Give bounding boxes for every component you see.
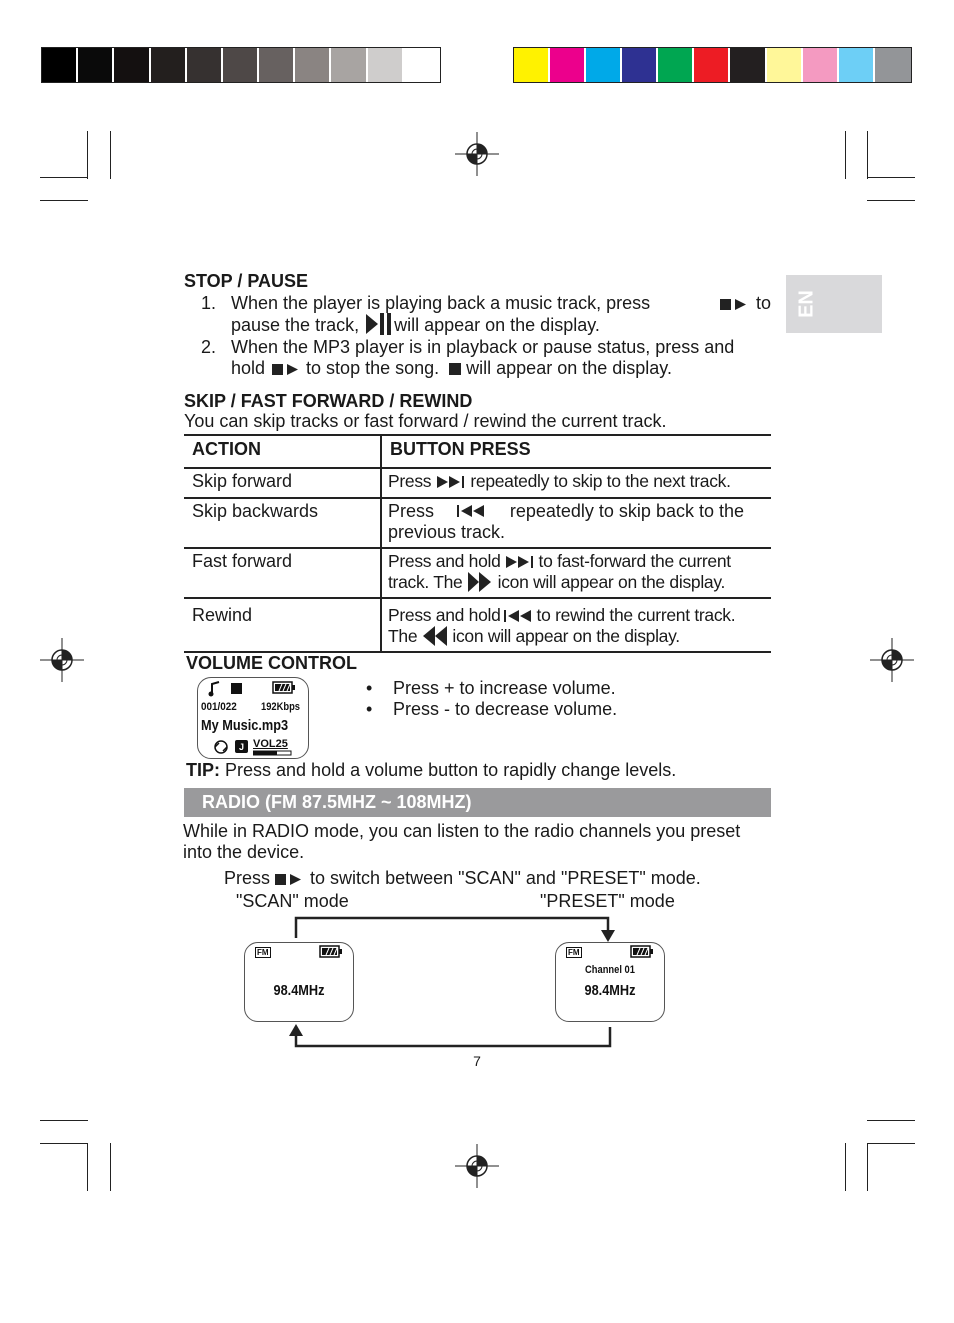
color-swatch [875,48,911,82]
skip-intro: You can skip tracks or fast forward / rewind the current track. [184,411,667,431]
button-press-cell [381,548,771,598]
equalizer-mode-icon [234,739,249,754]
registration-mark-icon [40,638,84,682]
table-row [184,468,771,498]
preset-mode-label: "PRESET" mode [540,891,675,911]
volume-tip [186,760,676,781]
crop-mark [40,177,88,178]
color-swatch [368,48,404,82]
button-press-cell [381,468,771,498]
stop-pause-item-1-text-a: When the player is playing back a music track, press [231,293,651,313]
radio-intro-line-1: While in RADIO mode, you can listen to the radio channels you preset [183,821,741,841]
play-pause-button-ref [714,293,771,314]
rewind-icon [422,625,448,647]
lcd-bitrate: 192Kbps [261,701,300,713]
volume-bullet-2 [366,699,617,720]
registration-mark-icon [455,1144,499,1188]
stop-icon [231,683,243,695]
action-cell: Fast forward [184,548,381,598]
color-swatch [839,48,875,82]
action-cell: Skip forward [184,468,381,498]
play-pause-icon [272,362,302,376]
preset-mode-lcd-display [555,942,665,1022]
volume-level-bar [253,750,293,756]
radio-banner-title: RADIO (FM 87.5MHZ ~ 108MHZ) [202,792,472,812]
table-header-row [184,435,771,468]
button-press-text-c: The [388,626,418,646]
fm-band-icon: FM [568,948,580,957]
language-tab [786,275,882,333]
button-press-text-b: to rewind the current track. [536,605,736,625]
button-press-text-a: Press and hold [388,551,501,571]
radio-press-instruction [224,868,701,889]
color-swatch [730,48,766,82]
color-swatch [622,48,658,82]
crop-mark [867,1120,915,1121]
button-press-text-c: previous track. [388,522,506,542]
radio-press-text-b: to switch between "SCAN" and "PRESET" mode. [310,868,701,888]
button-press-text-d: icon will appear on the display. [452,626,680,646]
lcd-volume-label: VOL25 [253,738,288,750]
stop-pause-item-1-text-c: pause the track, [231,315,360,335]
volume-bullet-1-text: Press + to increase volume. [393,678,616,698]
stop-pause-item-2-line2 [231,358,672,379]
button-press-text-b: repeatedly to skip back to the [509,501,744,521]
radio-intro-line-2: into the device. [183,842,305,862]
play-pause-icon [720,297,750,311]
language-tab-label: EN [795,290,818,318]
color-swatch [550,48,586,82]
action-cell: Skip backwards [184,498,381,548]
stop-icon [448,362,462,376]
color-swatch [803,48,839,82]
crop-mark [845,131,846,179]
radio-press-text-a: Press [224,868,271,888]
button-press-text-d: icon will appear on the display. [497,572,726,592]
stop-pause-item-1-line1 [231,293,771,314]
color-swatch [151,48,187,82]
color-calibration-bar [513,47,912,83]
color-swatch [586,48,622,82]
stop-pause-item-2-text-a: hold [231,358,266,378]
stop-pause-item-2-text-c: will appear on the display. [466,358,672,378]
crop-mark [845,1143,846,1191]
crop-mark [40,1120,88,1121]
bullet-marker: • [366,678,373,698]
crop-mark [867,131,868,179]
fast-forward-icon [467,571,493,593]
volume-bullet-1 [366,678,616,699]
crop-mark [40,200,88,201]
color-swatch [78,48,114,82]
button-press-cell [381,598,771,652]
svg-text:J: J [238,742,245,752]
battery-icon [272,681,296,695]
lcd-track-number: 001/022 [201,701,237,713]
skip-table [184,434,771,653]
color-swatch [404,48,440,82]
radio-section-banner [184,788,771,817]
crop-mark [40,1143,88,1144]
stop-pause-item-1-text-b: to [755,293,771,313]
button-press-line [388,572,763,593]
battery-icon [319,945,343,959]
crop-mark [867,1143,868,1191]
button-press-text-a: Press [388,501,435,521]
play-pause-icon [275,872,305,886]
color-swatch [187,48,223,82]
button-press-line [388,501,744,522]
stop-pause-item-1-line2 [231,315,600,336]
crop-mark [867,200,915,201]
crop-mark [867,1143,915,1144]
table-row [184,498,771,548]
stop-pause-item-2-number: 2. [201,337,217,357]
color-swatch [114,48,150,82]
column-header-button-press: BUTTON PRESS [381,435,771,468]
color-swatch [658,48,694,82]
scan-frequency: 98.4MHz [273,982,325,999]
fm-band-icon: FM [257,948,269,957]
table-row [184,548,771,598]
column-header-action: ACTION [184,435,381,468]
button-press-line [388,605,763,626]
stop-pause-item-2-text-b: to stop the song. [306,358,440,378]
color-swatch [295,48,331,82]
button-press-text-b: repeatedly to skip to the next track. [470,471,731,491]
bullet-marker: • [366,699,373,719]
skip-heading: SKIP / FAST FORWARD / REWIND [184,391,473,411]
skip-back-icon [502,609,536,623]
table-row [184,598,771,652]
battery-icon [630,945,654,959]
stop-pause-item-1-number: 1. [201,293,217,313]
color-swatch [331,48,367,82]
scan-mode-label: "SCAN" mode [236,891,349,911]
volume-heading: VOLUME CONTROL [186,653,357,673]
color-swatch [514,48,550,82]
stop-pause-heading: STOP / PAUSE [184,271,309,291]
color-swatch [223,48,259,82]
lcd-song-title: My Music.mp3 [201,717,289,734]
color-swatch [694,48,730,82]
preset-channel: Channel 01 [585,964,635,976]
crop-mark [867,177,915,178]
repeat-icon [210,740,232,754]
pause-display-icon [365,312,393,336]
crop-mark [87,1143,88,1191]
crop-mark [87,131,88,179]
action-cell: Rewind [184,598,381,652]
preset-frequency: 98.4MHz [584,982,636,999]
button-press-text-b: to fast-forward the current [538,551,731,571]
color-swatch [42,48,78,82]
button-press-text-a: Press [388,471,432,491]
tip-text: Press and hold a volume button to rapidly change levels. [225,760,677,780]
registration-mark-icon [455,132,499,176]
crop-mark [110,1143,111,1191]
color-swatch [259,48,295,82]
button-press-text-a: Press and hold [388,605,501,625]
volume-lcd-display [197,677,309,759]
color-swatch [767,48,803,82]
stop-pause-item-2-line1: When the MP3 player is in playback or pause status, press and [231,337,735,357]
music-note-icon [208,681,224,697]
button-press-line [388,626,763,647]
button-press-cell [381,498,771,548]
registration-mark-icon [870,638,914,682]
button-press-text-c: track. The [388,572,463,592]
scan-mode-lcd-display [244,942,354,1022]
tip-label: TIP: [186,760,220,780]
stop-pause-item-1-text-d: will appear on the display. [394,315,600,335]
button-press-line [388,551,763,572]
skip-forward-icon [436,475,466,489]
grayscale-bar [41,47,441,83]
crop-mark [110,131,111,179]
volume-bullet-2-text: Press - to decrease volume. [393,699,618,719]
skip-back-icon [456,504,488,518]
page-number: 7 [473,1053,481,1069]
skip-forward-icon [503,555,537,569]
